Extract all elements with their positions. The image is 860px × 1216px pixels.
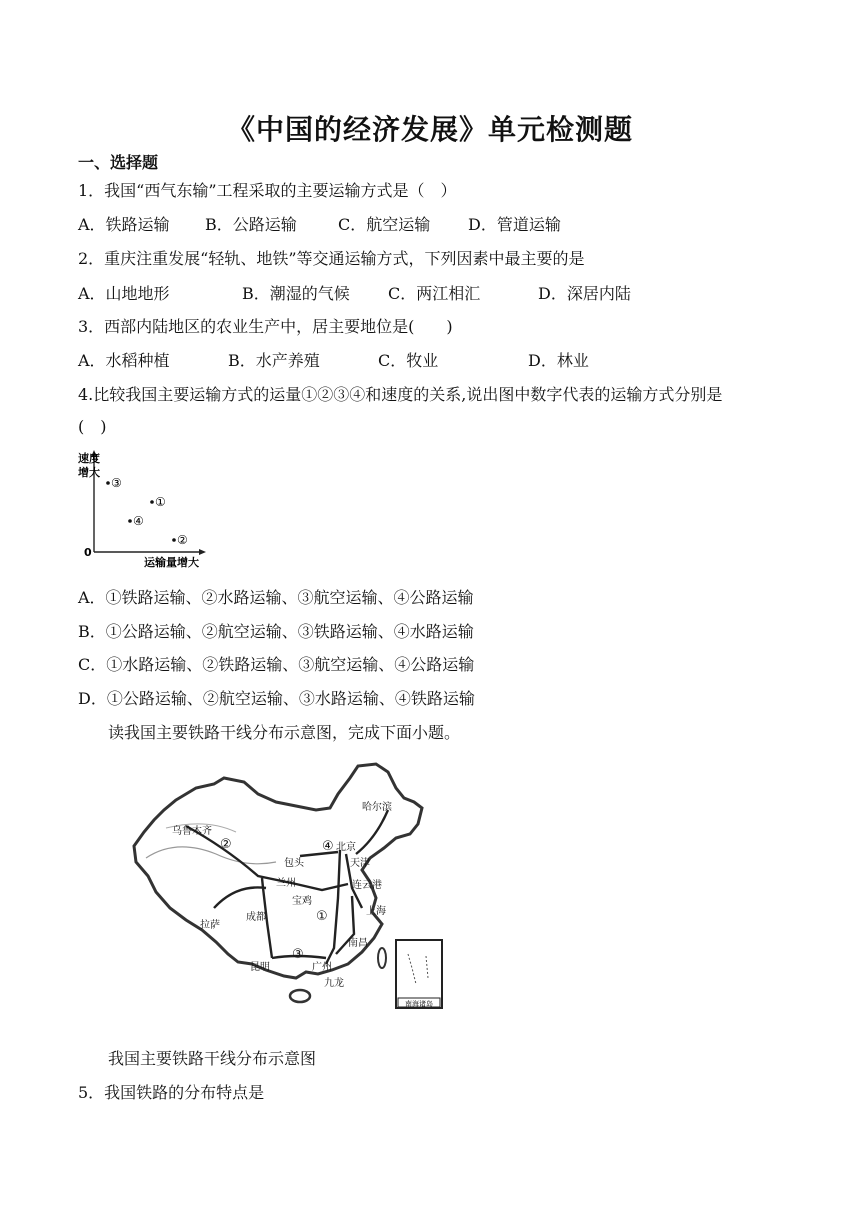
hainan-island: [290, 990, 310, 1002]
y-label-1: 速度: [78, 452, 100, 465]
q2-option-a: A．山地地形: [78, 284, 170, 303]
city-beijing: 北京: [336, 842, 356, 853]
figure-point: [150, 500, 154, 504]
x-axis-arrow: [199, 549, 206, 555]
city-lianyungang: 连云港: [352, 880, 382, 891]
inset-label: 南海诸岛: [405, 1000, 433, 1008]
question-2-stem: 2．重庆注重发展“轻轨、地铁”等交通运输方式，下列因素中最主要的是: [78, 249, 585, 268]
q2-option-b: B．潮湿的气候: [242, 284, 350, 303]
line-label-4: ④: [322, 839, 334, 854]
map-intro: 读我国主要铁路干线分布示意图，完成下面小题。: [108, 723, 461, 742]
china-outline: [134, 764, 422, 978]
city-shanghai: 上海: [366, 906, 386, 917]
line-label-3: ③: [292, 947, 304, 962]
question-5-stem: 5．我国铁路的分布特点是: [78, 1083, 265, 1102]
origin-label: 0: [84, 546, 92, 559]
figure-point-label: ②: [177, 533, 188, 547]
page-title: 《中国的经济发展》单元检测题: [226, 113, 633, 146]
q4-option-b: B．①公路运输、②航空运输、③铁路运输、④水路运输: [78, 622, 474, 641]
question-4-stem: 4.比较我国主要运输方式的运量①②③④和速度的关系,说出图中数字代表的运输方式分别是: [78, 385, 723, 404]
city-baotou: 包头: [284, 858, 304, 869]
map-caption: 我国主要铁路干线分布示意图: [108, 1049, 317, 1068]
city-lanzhou: 兰州: [276, 878, 296, 889]
q1-option-d: D．管道运输: [468, 215, 561, 234]
question-4-stem-cont: ( ): [78, 417, 107, 436]
figure-point-label: ①: [155, 495, 166, 509]
railway-jingguang: [326, 850, 340, 964]
line-label-1: ①: [316, 909, 328, 924]
figure-points: [106, 476, 188, 547]
q3-option-c: C．牧业: [378, 351, 439, 370]
railway-map: [126, 758, 446, 1016]
question-1-stem: 1．我国“西气东输”工程采取的主要运输方式是（ ）: [78, 181, 457, 200]
q1-option-b: B．公路运输: [205, 215, 297, 234]
x-label: 运输量增大: [144, 556, 199, 569]
city-chengdu: 成都: [246, 912, 266, 923]
q4-option-a: A．①铁路运输、②水路运输、③航空运输、④公路运输: [78, 588, 474, 607]
figure-point: [128, 519, 132, 523]
question-3-stem: 3．西部内陆地区的农业生产中，居主要地位是( ): [78, 317, 453, 336]
q3-option-a: A．水稻种植: [78, 351, 170, 370]
q3-option-d: D．林业: [528, 351, 589, 370]
speed-volume-figure: [78, 448, 208, 570]
taiwan-island: [378, 948, 386, 968]
q2-option-c: C．两江相汇: [388, 284, 481, 303]
city-nanchang: 南昌: [348, 938, 368, 949]
q3-option-b: B．水产养殖: [228, 351, 320, 370]
figure-point: [172, 538, 176, 542]
city-baoji: 宝鸡: [292, 896, 312, 907]
figure-point-label: ④: [133, 514, 144, 528]
line-label-2: ②: [220, 837, 232, 852]
city-kunming: 昆明: [250, 962, 270, 973]
q2-option-d: D．深居内陆: [538, 284, 631, 303]
q1-option-c: C．航空运输: [338, 215, 431, 234]
q1-option-a: A．铁路运输: [78, 215, 170, 234]
city-lhasa: 拉萨: [200, 920, 220, 931]
q4-option-c: C．①水路运输、②铁路运输、③航空运输、④公路运输: [78, 655, 475, 674]
railway-qingzang: [214, 887, 266, 908]
y-label-2: 增大: [78, 466, 100, 479]
city-tianjin: 天津: [350, 858, 370, 869]
city-urumqi: 乌鲁木齐: [172, 826, 212, 837]
relief-line: [146, 847, 276, 864]
city-harbin: 哈尔滨: [362, 802, 392, 813]
q4-option-d: D．①公路运输、②航空运输、③水路运输、④铁路运输: [78, 689, 475, 708]
figure-point-label: ③: [111, 476, 122, 490]
figure-point: [106, 481, 110, 485]
city-guangzhou: 广州: [312, 962, 332, 973]
section-heading: 一、选择题: [78, 153, 159, 172]
city-kowloon: 九龙: [324, 978, 344, 989]
